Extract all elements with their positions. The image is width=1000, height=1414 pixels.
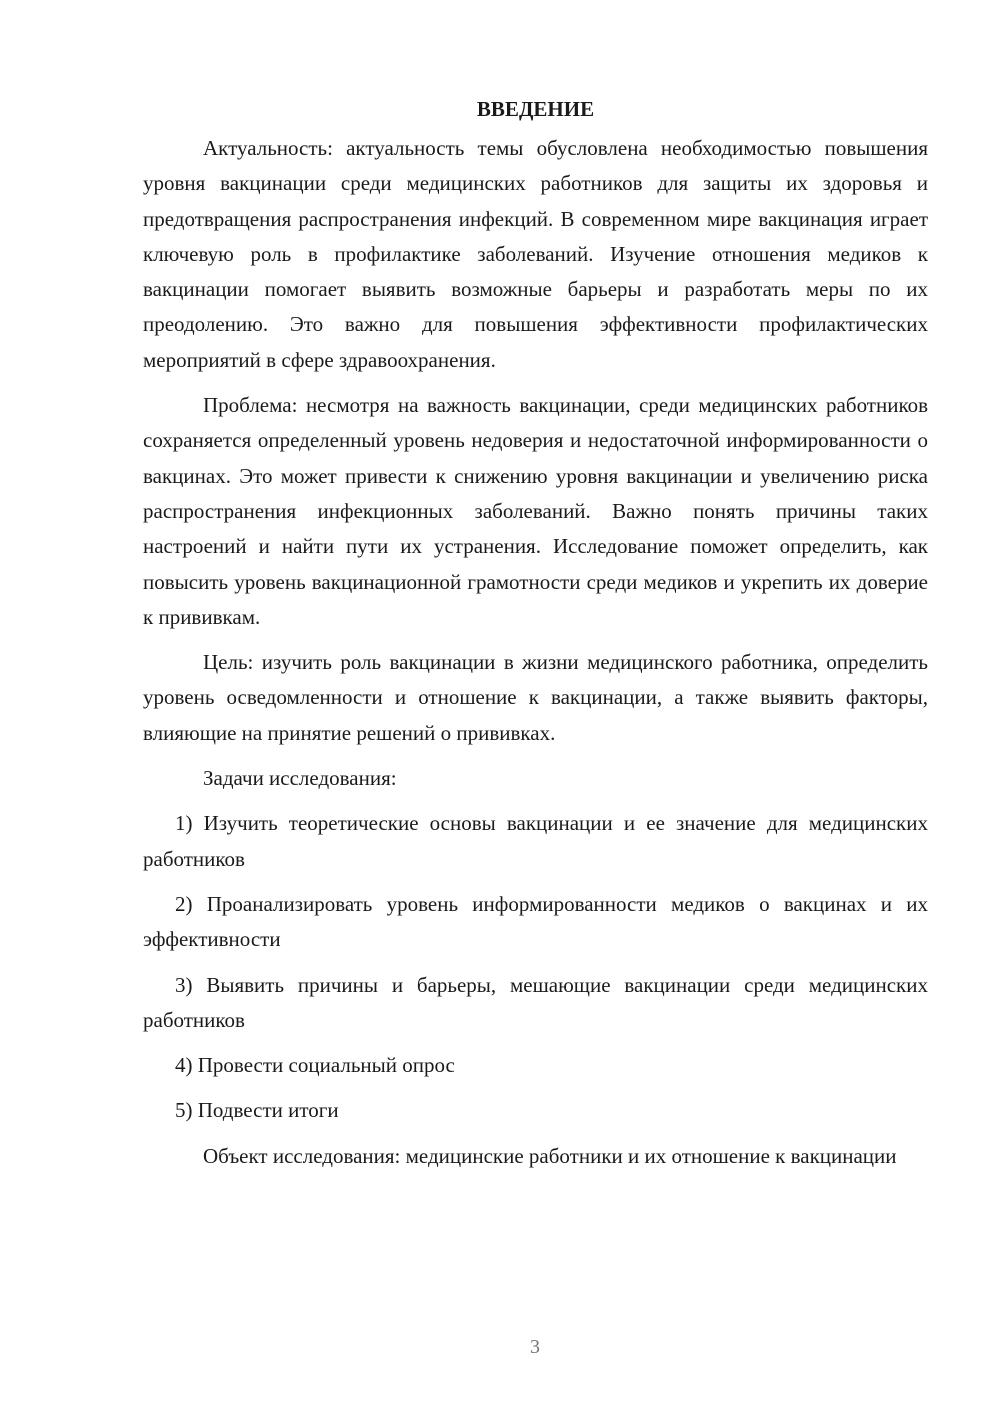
document-page bbox=[143, 92, 928, 1184]
section-title: ВВЕДЕНИЕ bbox=[476, 97, 595, 121]
task-item-1: 1) Изучить теоретические основы вакцинации и ее значение для медицинских работников bbox=[143, 811, 928, 871]
task-item-2: 2) Проанализировать уровень информированности медиков о вакцинах и их эффективности bbox=[143, 891, 928, 952]
tasks-heading: Задачи исследования: bbox=[203, 766, 397, 791]
page-number: 3 bbox=[530, 1336, 540, 1358]
problem-paragraph: Проблема: несмотря на важность вакцинации, среди медицинских работников сохраняется определенный уровень недоверия и недостаточной информированности о вакцинах. Это может привести к снижению уровня вакцинации и увеличению риска распространения инфекционных заболеваний. Важно понять причины таких настроений и найти пути их устранения. Исследование поможет определить, как повысить уровень вакцинационной грамотности среди медиков и укрепить их доверие к прививкам. bbox=[143, 393, 928, 629]
task-item-5: 5) Подвести итоги bbox=[175, 1098, 339, 1123]
goal-paragraph: Цель: изучить роль вакцинации в жизни медицинского работника, определить уровень осведомленности и отношение к вакцинации, а также выявить факторы, влияющие на принятие решений о прививках. bbox=[143, 650, 928, 745]
object-paragraph: Объект исследования: медицинские работники и их отношение к вакцинации bbox=[203, 1143, 897, 1168]
task-item-3: 3) Выявить причины и барьеры, мешающие вакцинации среди медицинских работников bbox=[143, 972, 928, 1032]
task-item-4: 4) Провести социальный опрос bbox=[175, 1053, 455, 1078]
relevance-paragraph: Актуальность: актуальность темы обусловлена необходимостью повышения уровня вакцинации среди медицинских работников для защиты их здоровья и предотвращения распространения инфекций. В современном мире вакцинация играет ключевую роль в профилактике заболеваний. Изучение отношения медиков к вакцинации помогает выявить возможные барьеры и разработать меры по их преодолению. Это важно для повышения эффективности профилактических мероприятий в сфере здравоохранения. bbox=[143, 136, 928, 372]
